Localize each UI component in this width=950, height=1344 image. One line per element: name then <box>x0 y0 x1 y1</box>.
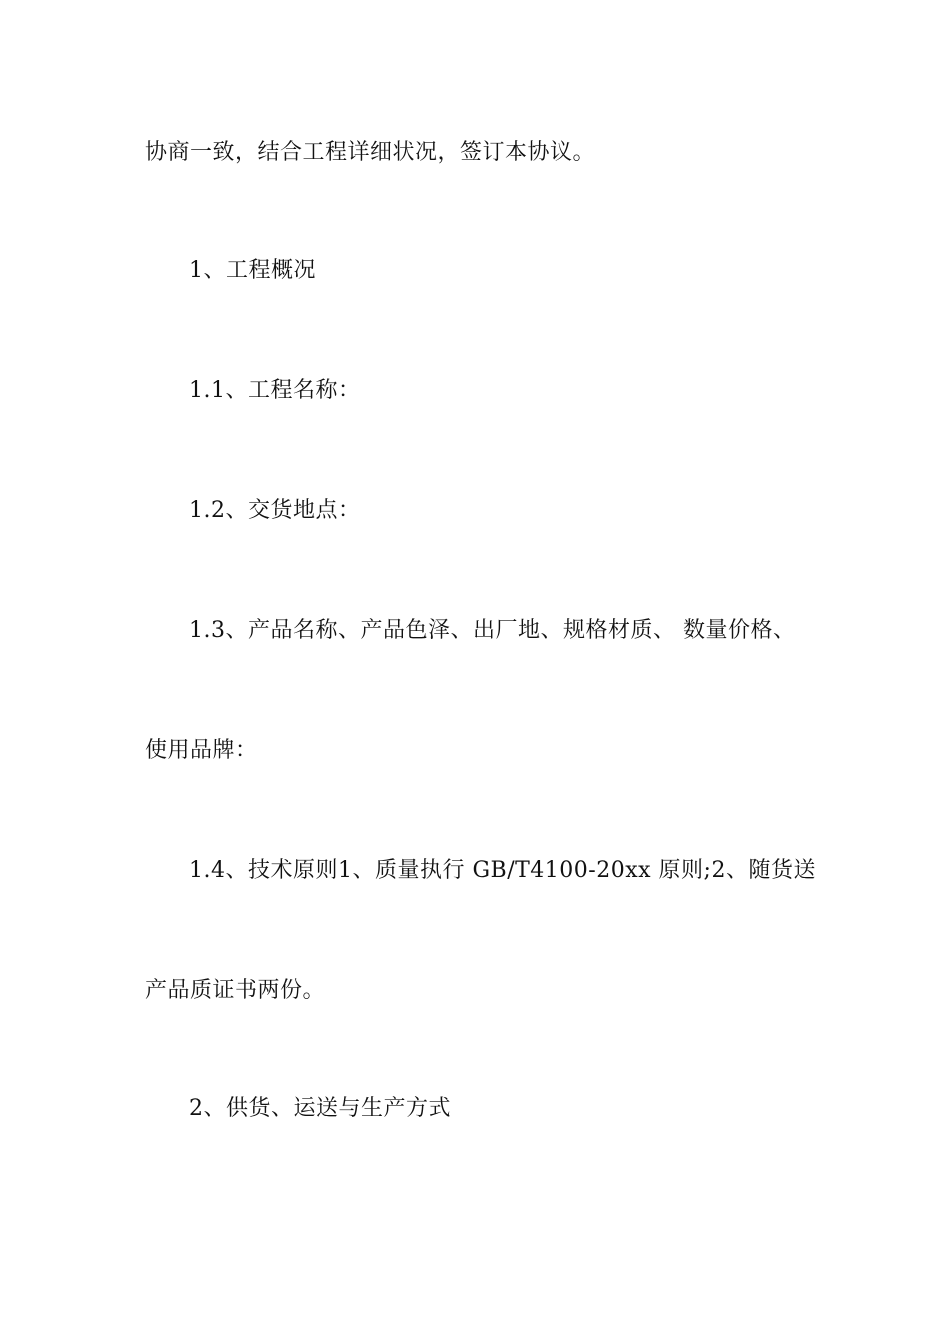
item-1-3: 1.3、产品名称、产品色泽、出厂地、规格材质、 数量价格、 <box>189 618 796 643</box>
item-1-2: 1.2、交货地点： <box>189 498 361 523</box>
item-1-3-continuation: 使用品牌： <box>145 738 258 763</box>
section-heading-2: 2、供货、运送与生产方式 <box>189 1096 451 1121</box>
paragraph-intro: 协商一致，结合工程详细状况，签订本协议。 <box>145 140 596 165</box>
item-1-4-continuation: 产品质证书两份。 <box>145 978 326 1003</box>
item-1-1: 1.1、工程名称： <box>189 378 361 403</box>
section-heading-1: 1、工程概况 <box>189 258 316 283</box>
item-1-4: 1.4、技术原则1、质量执行 GB/T4100-20xx 原则;2、随货送 <box>189 858 816 883</box>
